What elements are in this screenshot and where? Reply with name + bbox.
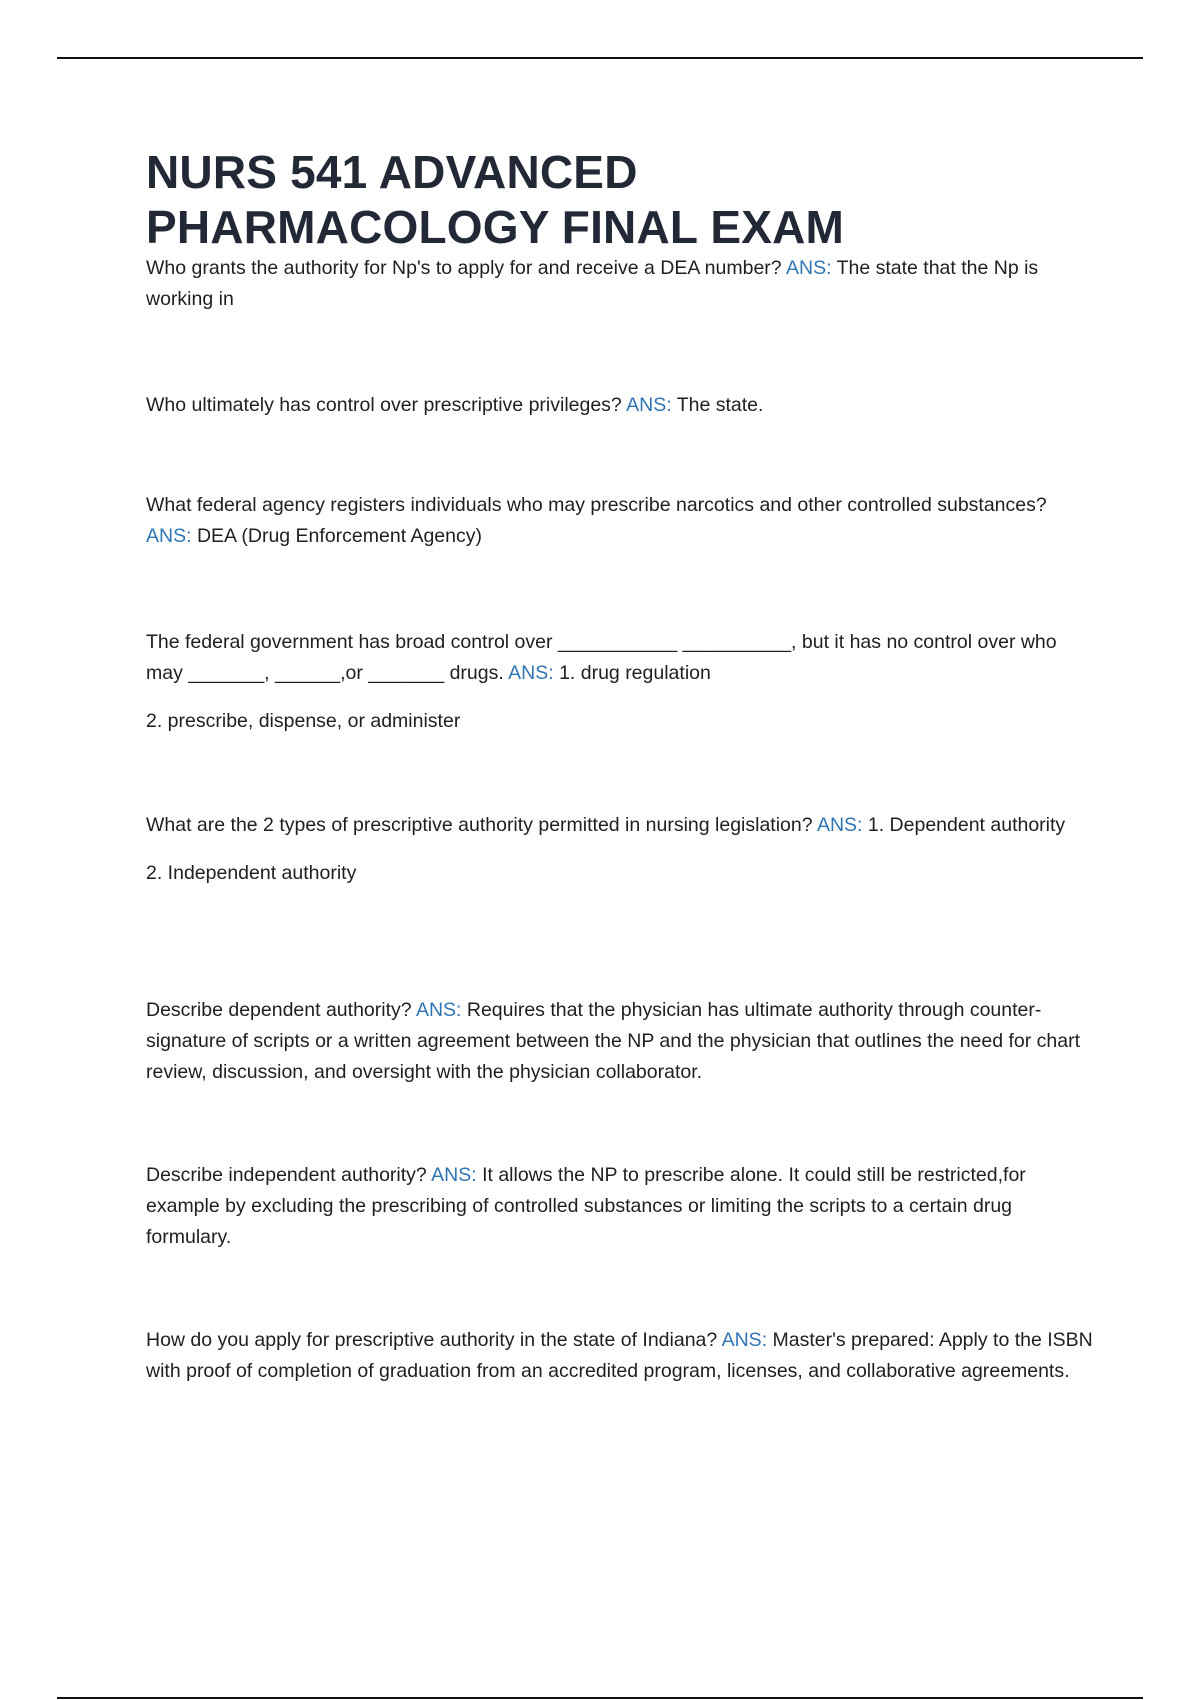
answer-continuation: 2. Independent authority — [146, 862, 357, 884]
question-text: Describe dependent authority? — [146, 999, 412, 1021]
question-text: What federal agency registers individuals who may prescribe narcotics and other controlled substances? — [146, 494, 1047, 516]
answer-text: It allows the NP to prescribe alone. It could still be restricted,for example by excluding the prescribing of controlled substances or limiting the scripts to a certain drug formulary. — [146, 1164, 1026, 1248]
answer-text: 1. drug regulation — [559, 662, 711, 684]
answer-text: 1. Dependent authority — [867, 814, 1066, 836]
answer-text: Requires that the physician has ultimate authority through counter-signature of scripts or a written agreement between the NP and the physician that outlines the need for chart review, discussion, and oversight with the physician collaborator. — [146, 999, 1081, 1083]
answer-label: ANS: — [626, 394, 672, 416]
answer-label: ANS: — [508, 662, 554, 684]
title-line-2: PHARMACOLOGY FINAL EXAM — [146, 201, 845, 253]
question-text: How do you apply for prescriptive authority in the state of Indiana? — [146, 1329, 718, 1351]
document-title — [146, 145, 1106, 255]
qa-item-4 — [146, 627, 1096, 737]
qa-item-7 — [146, 1160, 1096, 1253]
qa-item-6 — [146, 995, 1096, 1088]
header-rule — [57, 57, 1143, 59]
answer-label: ANS: — [415, 999, 462, 1021]
question-text: The federal government has broad control over ___________ __________, but it has no control over who may _______, ______,or _______ drugs. — [146, 631, 1057, 684]
answer-label: ANS: — [721, 1329, 768, 1351]
answer-text: The state that the Np is working in — [146, 257, 1039, 310]
answer-text: DEA (Drug Enforcement Agency) — [196, 525, 482, 547]
qa-item-8 — [146, 1325, 1096, 1387]
answer-label: ANS: — [431, 1164, 477, 1186]
answer-label: ANS: — [785, 257, 832, 279]
question-text: Who grants the authority for Np's to apply for and receive a DEA number? — [146, 257, 782, 279]
answer-text: The state. — [676, 394, 764, 416]
qa-item-5 — [146, 810, 1096, 889]
question-text: What are the 2 types of prescriptive authority permitted in nursing legislation? — [146, 814, 813, 836]
answer-label: ANS: — [816, 814, 863, 836]
question-text: Describe independent authority? — [146, 1164, 427, 1186]
answer-text: Master's prepared: Apply to the ISBN with proof of completion of graduation from an accredited program, licenses, and collaborative agreements. — [146, 1329, 1093, 1382]
qa-item-3 — [146, 490, 1096, 552]
question-text: Who ultimately has control over prescriptive privileges? — [146, 394, 622, 416]
qa-item-1 — [146, 253, 1096, 315]
qa-item-2 — [146, 390, 1096, 421]
answer-continuation: 2. prescribe, dispense, or administer — [146, 710, 461, 732]
answer-label: ANS: — [146, 525, 192, 547]
title-line-1: NURS 541 ADVANCED — [146, 146, 638, 198]
footer-rule — [57, 1697, 1143, 1699]
